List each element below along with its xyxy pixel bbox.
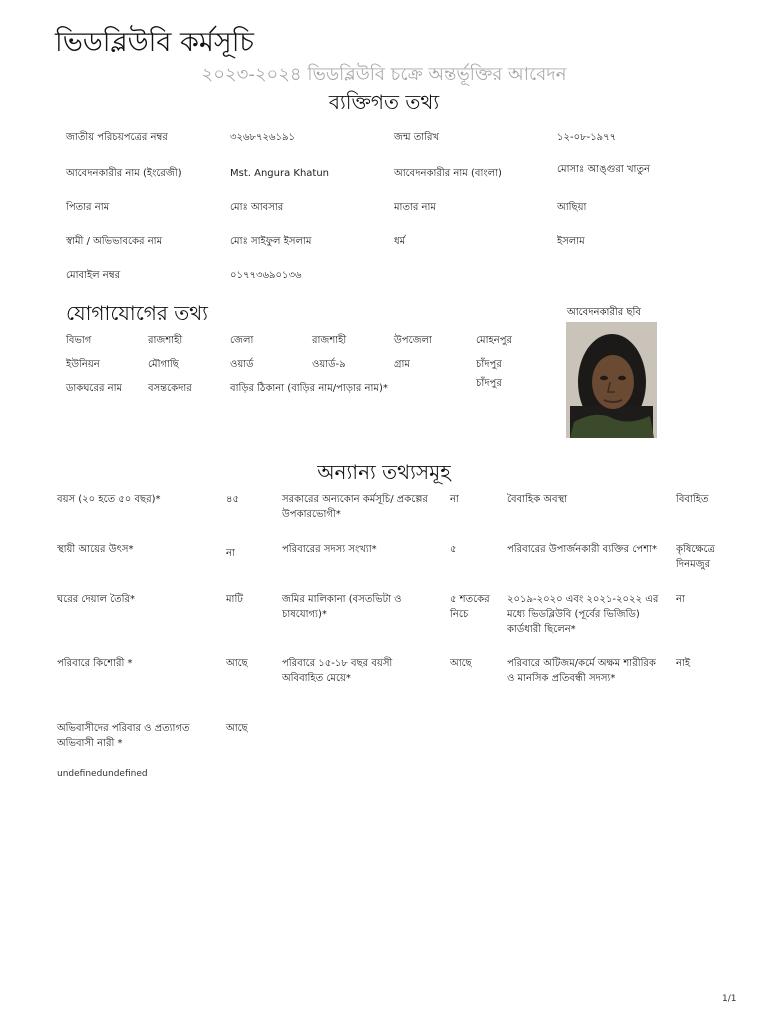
page-title: ভিডব্লিউবি কর্মসূচি (55, 27, 254, 58)
marital-status-label: বৈবাহিক অবস্থা (507, 494, 568, 505)
unmarried-daughter-label: পরিবারে ১৫-১৮ বছর বয়সী অবিবাহিত মেয়ে* (282, 658, 393, 684)
earner-occupation-label: পরিবারের উপার্জনকারী ব্যক্তির পেশা* (507, 544, 658, 555)
mobile-value: ০১৭৭৩৬৯০১৩৬ (230, 270, 302, 281)
name-en-value: Mst. Angura Khatun (230, 168, 330, 179)
income-source-value: না (226, 548, 235, 559)
footer-text: undefinedundefined (57, 769, 148, 779)
upazila-value: মোহনপুর (476, 335, 513, 346)
family-size-value: ৫ (450, 544, 457, 555)
mother-value: আছিয়া (557, 202, 587, 213)
village-value: চাঁদপুর (476, 359, 502, 370)
applicant-photo (566, 322, 657, 438)
previous-vgd-value: না (676, 594, 685, 605)
village-label: গ্রাম (394, 359, 410, 370)
nid-value: ৩২৬৮৭২৬১৯১ (230, 132, 295, 143)
migrant-family-value: আছে (226, 723, 248, 734)
upazila-label: উপজেলা (394, 335, 432, 346)
union-value: মৌগাছি (148, 359, 179, 370)
father-value: মোঃ আবসার (230, 202, 284, 213)
age-label: বয়স (২০ হতে ৫০ বছর)* (57, 494, 161, 505)
ward-label: ওয়ার্ড (230, 359, 254, 370)
wall-material-value: মাটি (226, 594, 243, 605)
name-en-label: আবেদনকারীর নাম (ইংরেজী) (66, 168, 182, 179)
other-program-label: সরকারের অন্যকোন কর্মসূচি/ প্রকল্পের উপকারভোগী* (282, 494, 428, 520)
nid-label: জাতীয় পরিচয়পত্রের নম্বর (66, 132, 168, 143)
adolescent-value: আছে (226, 658, 248, 669)
adolescent-label: পরিবারে কিশোরী * (57, 658, 133, 669)
address-value: চাঁদপুর (476, 378, 502, 389)
religion-label: ধর্ম (394, 236, 406, 247)
district-label: জেলা (230, 335, 254, 346)
disabled-member-label: পরিবারে অটিজম/কর্মে অক্ষম শারীরিক ও মানসিক প্রতিবন্ধী সদস্য* (507, 658, 656, 684)
husband-value: মোঃ সাইফুল ইসলাম (230, 236, 312, 247)
personal-info-heading: ব্যক্তিগত তথ্য (328, 90, 440, 114)
district-value: রাজশাহী (312, 335, 347, 346)
father-label: পিতার নাম (66, 202, 110, 213)
address-label: বাড়ির ঠিকানা (বাড়ির নাম/পাড়ার নাম)* (230, 383, 388, 394)
photo-caption: আবেদনকারীর ছবি (567, 307, 641, 318)
wall-material-label: ঘরের দেয়াল তৈরি* (57, 594, 136, 605)
earner-occupation-value: কৃষিক্ষেত্রে দিনমজুর (676, 544, 715, 570)
land-ownership-label: জমির মালিকানা (বসতভিটা ও চাষযোগ্য)* (282, 594, 402, 620)
previous-vgd-label: ২০১৯-২০২০ এবং ২০২১-২০২২ এর মধ্যে ভিডব্লিউবি (পূর্বের ভিজিডি) কার্ডধারী ছিলেন* (507, 594, 659, 635)
name-bn-value: মোসাঃ আঙ্গুরা খাতুন (557, 164, 650, 175)
mother-label: মাতার নাম (394, 202, 436, 213)
division-label: বিভাগ (66, 335, 92, 346)
ward-value: ওয়ার্ড-৯ (312, 359, 346, 370)
land-ownership-value: ৫ শতকের নিচে (450, 594, 490, 620)
income-source-label: স্থায়ী আয়ের উৎস* (57, 544, 134, 555)
other-program-value: না (450, 494, 459, 505)
post-office-label: ডাকঘরের নাম (66, 383, 123, 394)
religion-value: ইসলাম (557, 236, 585, 247)
husband-label: স্বামী / অভিভাবকের নাম (66, 236, 163, 247)
unmarried-daughter-value: আছে (450, 658, 472, 669)
dob-label: জন্ম তারিখ (394, 132, 440, 143)
mobile-label: মোবাইল নম্বর (66, 270, 121, 281)
migrant-family-label: অভিবাসীদের পরিবার ও প্রত্যাগত অভিবাসী নারী * (57, 723, 190, 749)
page-subtitle: ২০২৩-২০২৪ ভিডব্লিউবি চক্রে অন্তর্ভূক্তির আবেদন (201, 64, 567, 85)
division-value: রাজশাহী (148, 335, 183, 346)
dob-value: ১২-০৮-১৯৭৭ (557, 132, 617, 143)
family-size-label: পরিবারের সদস্য সংখ্যা* (282, 544, 377, 555)
page-number: 1/1 (722, 994, 737, 1004)
marital-status-value: বিবাহিত (676, 494, 709, 505)
union-label: ইউনিয়ন (66, 359, 100, 370)
contact-info-heading: যোগাযোগের তথ্য (66, 301, 208, 325)
other-info-heading: অন্যান্য তথ্যসমূহ (317, 460, 451, 484)
disabled-member-value: নাই (676, 658, 691, 669)
post-office-value: বসন্তকেদার (148, 383, 192, 394)
name-bn-label: আবেদনকারীর নাম (বাংলা) (394, 168, 502, 179)
age-value: ৪৫ (226, 494, 239, 505)
